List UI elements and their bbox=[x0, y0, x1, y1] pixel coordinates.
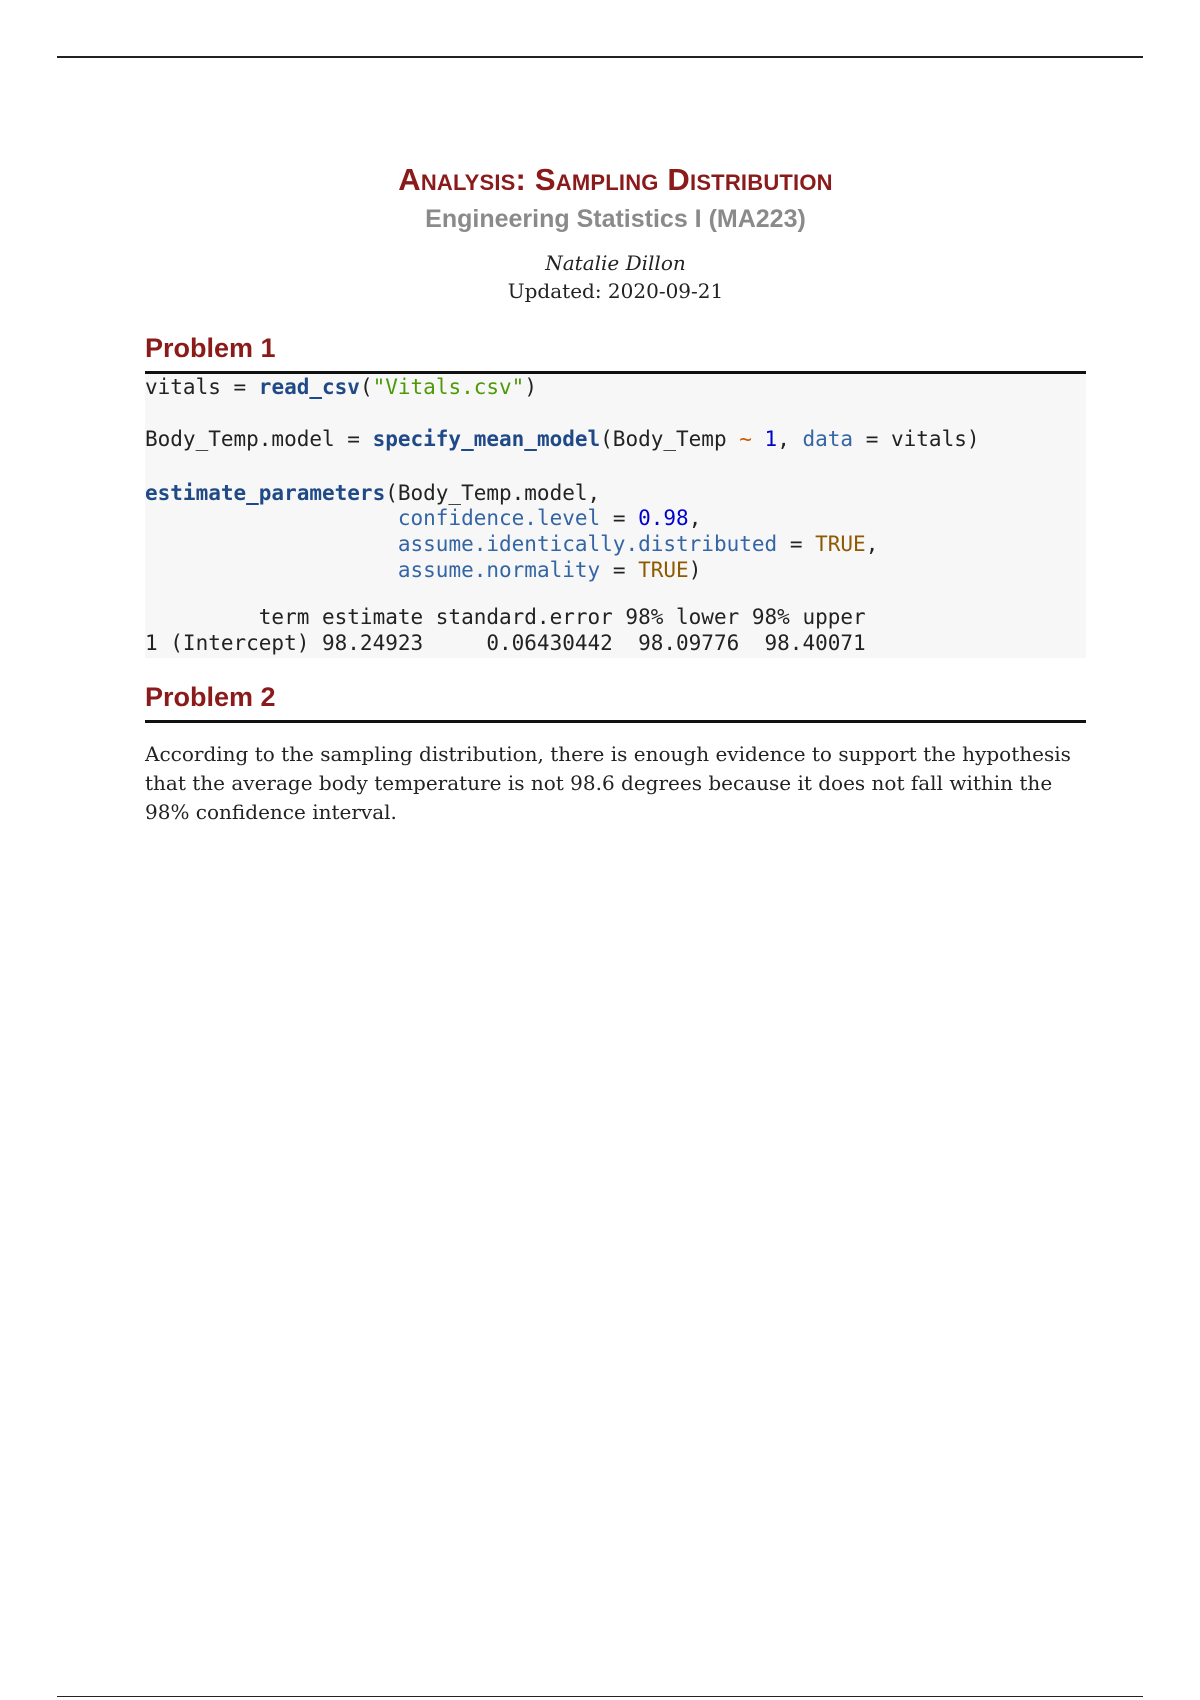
code-line-estimate bbox=[145, 480, 600, 506]
code-number: 1 bbox=[764, 427, 778, 451]
code-token: (Body_Temp bbox=[600, 427, 740, 451]
code-argument: data bbox=[802, 427, 854, 451]
code-token: (Body_Temp.model, bbox=[385, 481, 601, 505]
code-token: = bbox=[777, 532, 816, 556]
code-token: = bbox=[600, 558, 639, 582]
page-bottom-rule bbox=[57, 1696, 1143, 1697]
page-top-rule bbox=[57, 56, 1143, 58]
code-indent bbox=[145, 532, 398, 556]
code-token: = vitals) bbox=[853, 427, 980, 451]
problem-2-heading: Problem 2 bbox=[145, 680, 1086, 723]
code-token: ( bbox=[359, 375, 373, 399]
code-string: "Vitals.csv" bbox=[372, 375, 525, 399]
document-subtitle: Engineering Statistics I (MA223) bbox=[425, 205, 806, 233]
code-line-identically bbox=[145, 531, 878, 557]
code-argument: confidence.level bbox=[397, 506, 601, 530]
code-indent bbox=[145, 506, 398, 530]
code-line-confidence bbox=[145, 505, 701, 531]
code-token: = bbox=[600, 506, 639, 530]
code-token: vitals = bbox=[145, 375, 259, 399]
code-block bbox=[145, 374, 1086, 658]
problem-1-heading: Problem 1 bbox=[145, 331, 1086, 374]
code-line-normality bbox=[145, 557, 701, 583]
code-token: ) bbox=[524, 375, 537, 399]
code-argument: assume.normality bbox=[397, 558, 601, 582]
code-constant: TRUE bbox=[815, 532, 866, 556]
document-date: Updated: 2020-09-21 bbox=[507, 279, 724, 303]
code-line-specify-model bbox=[145, 426, 980, 452]
code-token: , bbox=[688, 506, 702, 530]
document-author: Natalie Dillon bbox=[545, 251, 686, 275]
problem-2-answer: According to the sampling distribution, there is enough evidence to support the hypothesis that the average body temperature is not 98.6 degrees because it does not fall within the 98% confidence interval. bbox=[145, 742, 1071, 824]
output-header-row: term estimate standard.error 98% lower 98% upper bbox=[145, 605, 866, 629]
code-token: , bbox=[777, 427, 803, 451]
code-line-read-csv bbox=[145, 374, 537, 400]
code-indent bbox=[145, 558, 398, 582]
code-token: Body_Temp.model = bbox=[145, 427, 373, 451]
code-function: read_csv bbox=[258, 375, 360, 399]
code-constant: TRUE bbox=[638, 558, 689, 582]
code-operator: ~ bbox=[739, 427, 752, 451]
code-argument: assume.identically.distributed bbox=[397, 532, 778, 556]
code-token: ) bbox=[688, 558, 702, 582]
code-token: , bbox=[865, 532, 879, 556]
document-title: Analysis: Sampling Distribution bbox=[398, 162, 833, 197]
title-block bbox=[145, 160, 1086, 304]
code-token bbox=[752, 427, 765, 451]
code-number: 0.98 bbox=[638, 506, 689, 530]
output-data-row: 1 (Intercept) 98.24923 0.06430442 98.09776 98.40071 bbox=[145, 631, 866, 655]
code-function: estimate_parameters bbox=[145, 481, 386, 505]
code-function: specify_mean_model bbox=[372, 427, 601, 451]
